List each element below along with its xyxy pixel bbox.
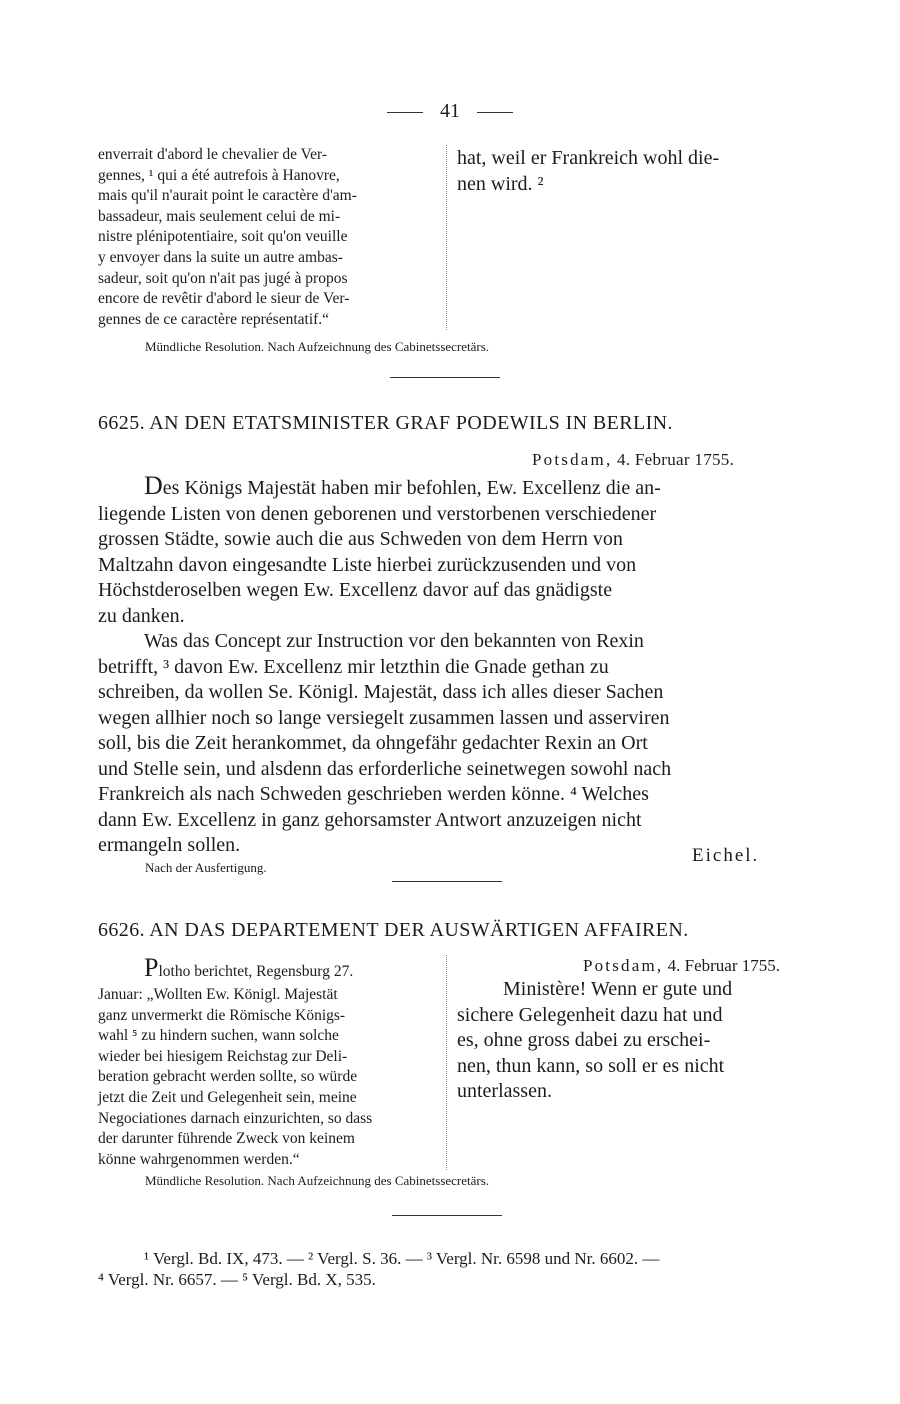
- text-line: sichere Gelegenheit dazu hat und: [457, 1003, 723, 1026]
- letter-6625-heading: 6625. AN DEN ETATSMINISTER GRAF PODEWILS IN BERLIN.: [98, 412, 673, 434]
- text-line: wegen allhier noch so lange versiegelt zusammen lassen und asserviren: [98, 706, 670, 729]
- footnotes: [98, 1248, 803, 1290]
- column-divider: [446, 145, 447, 330]
- text-line: sadeur, soit qu'on n'ait pas jugé à propos: [98, 269, 348, 287]
- column-divider: [446, 955, 447, 1170]
- letter-6625-body: [98, 473, 801, 859]
- page-number: 41: [440, 100, 460, 122]
- text-line: gennes de ce caractère représentatif.“: [98, 310, 330, 328]
- text-line: jetzt die Zeit und Gelegenheit sein, meine: [98, 1088, 357, 1106]
- text-line: wahl ⁵ zu hindern suchen, wann solche: [98, 1027, 339, 1045]
- text-line: nen, thun kann, so soll er es nicht: [457, 1054, 725, 1077]
- text-line: liegende Listen von denen geborenen und verstorbenen verschiedener: [98, 502, 657, 525]
- section-rule: [390, 377, 500, 378]
- text-line: es Königs Majestät haben mir befohlen, Ew. Excellenz die an-: [162, 477, 661, 499]
- letter-6625-dateline: [532, 450, 734, 470]
- section-rule: [392, 881, 502, 882]
- text-line: Negociationes darnach einzurichten, so dass: [98, 1109, 373, 1127]
- text-line: Januar: „Wollten Ew. Königl. Majestät: [98, 986, 338, 1003]
- letter-6626-left-column: [98, 955, 436, 1170]
- date-rest: 4. Februar 1755.: [616, 450, 735, 469]
- text-line: Maltzahn davon eingesandte Liste hierbei zurückzusenden und von: [98, 553, 637, 576]
- text-line: ganz unvermerkt die Römische Königs-: [98, 1006, 346, 1024]
- page-header: [0, 100, 900, 123]
- initial-capital: P: [144, 953, 159, 982]
- text-line: nistre plénipotentiaire, soit qu'on veuille: [98, 228, 348, 246]
- date-place: Potsdam,: [582, 956, 664, 975]
- text-line: Was das Concept zur Instruction vor den bekannten von Rexin: [144, 630, 644, 652]
- text-line: der darunter führende Zweck von keinem: [98, 1130, 355, 1148]
- text-line: nen wird. ²: [457, 173, 544, 195]
- section-rule: [392, 1215, 502, 1216]
- text-line: es, ohne gross dabei zu erschei-: [457, 1029, 711, 1051]
- header-dash-right: [477, 112, 513, 113]
- letter-6626-heading: 6626. AN DAS DEPARTEMENT DER AUSWÄRTIGEN AFFAIREN.: [98, 919, 689, 941]
- text-line: mais qu'il n'aurait point le caractère d'am-: [98, 187, 357, 205]
- top-left-column: [98, 145, 436, 330]
- header-dash-left: [387, 112, 423, 113]
- text-line: Höchstderoselben wegen Ew. Excellenz davor auf das gnädigste: [98, 579, 613, 601]
- text-line: könne wahrgenommen werden.“: [98, 1150, 300, 1168]
- initial-capital: D: [144, 471, 163, 500]
- text-line-text: lotho berichtet, Regensburg 27.: [158, 963, 354, 980]
- text-line: y envoyer dans la suite un autre ambas-: [98, 248, 343, 266]
- text-line: beration gebracht werden sollte, so würde: [98, 1068, 358, 1086]
- text-line: [98, 955, 436, 985]
- top-two-column-block: [98, 145, 803, 330]
- text-line: ermangeln sollen.: [98, 834, 241, 856]
- letter-6625-note: Nach der Ausfertigung.: [145, 860, 267, 875]
- footnote-line: ⁴ Vergl. Nr. 6657. — ⁵ Vergl. Bd. X, 535.: [98, 1270, 376, 1289]
- top-right-column: [457, 145, 802, 330]
- text-line: wieder bei hiesigem Reichstag zur Deli-: [98, 1047, 348, 1065]
- signature: Eichel.: [692, 845, 760, 866]
- text-line: Frankreich als nach Schweden geschrieben werden könne. ⁴ Welches: [98, 783, 649, 805]
- text-line: bassadeur, mais seulement celui de mi-: [98, 207, 341, 225]
- text-line: enverrait d'abord le chevalier de Ver-: [98, 146, 327, 163]
- text-line: soll, bis die Zeit herankommet, da ohngefähr gedachter Rexin an Ort: [98, 732, 648, 754]
- text-line: betrifft, ³ davon Ew. Excellenz mir letzthin die Gnade gethan zu: [98, 655, 609, 678]
- text-line: zu danken.: [98, 604, 185, 627]
- text-line: schreiben, da wollen Se. Königl. Majestät, dass ich alles dieser Sachen: [98, 681, 664, 703]
- text-line: Ministère! Wenn er gute und: [503, 978, 733, 1000]
- top-block-note: Mündliche Resolution. Nach Aufzeichnung des Cabinetssecretärs.: [145, 339, 490, 354]
- paragraph-line: [98, 473, 801, 502]
- text-line: unterlassen.: [457, 1080, 552, 1102]
- text-line: und Stelle sein, und alsdenn das erforderliche seinetwegen sowohl nach: [98, 757, 672, 780]
- text-line: hat, weil er Frankreich wohl die-: [457, 147, 720, 169]
- text-line: dann Ew. Excellenz in ganz gehorsamster Antwort anzuzeigen nicht: [98, 808, 642, 831]
- date-place: Potsdam,: [532, 450, 613, 469]
- text-line: grossen Städte, sowie auch die aus Schweden von dem Herrn von: [98, 528, 623, 550]
- letter-6626-right-column: [457, 955, 802, 1170]
- footnote-line: ¹ Vergl. Bd. IX, 473. — ² Vergl. S. 36. — ³ Vergl. Nr. 6598 und Nr. 6602. —: [144, 1249, 660, 1268]
- text-line: gennes, ¹ qui a été autrefois à Hanovre,: [98, 166, 340, 184]
- date-rest: 4. Februar 1755.: [667, 956, 780, 975]
- letter-6626-dateline: [457, 955, 802, 977]
- letter-6626-two-column: [98, 955, 803, 1170]
- text-line: encore de revêtir d'abord le sieur de Ver-: [98, 290, 350, 308]
- letter-6626-note: Mündliche Resolution. Nach Aufzeichnung des Cabinetssecretärs.: [145, 1173, 490, 1188]
